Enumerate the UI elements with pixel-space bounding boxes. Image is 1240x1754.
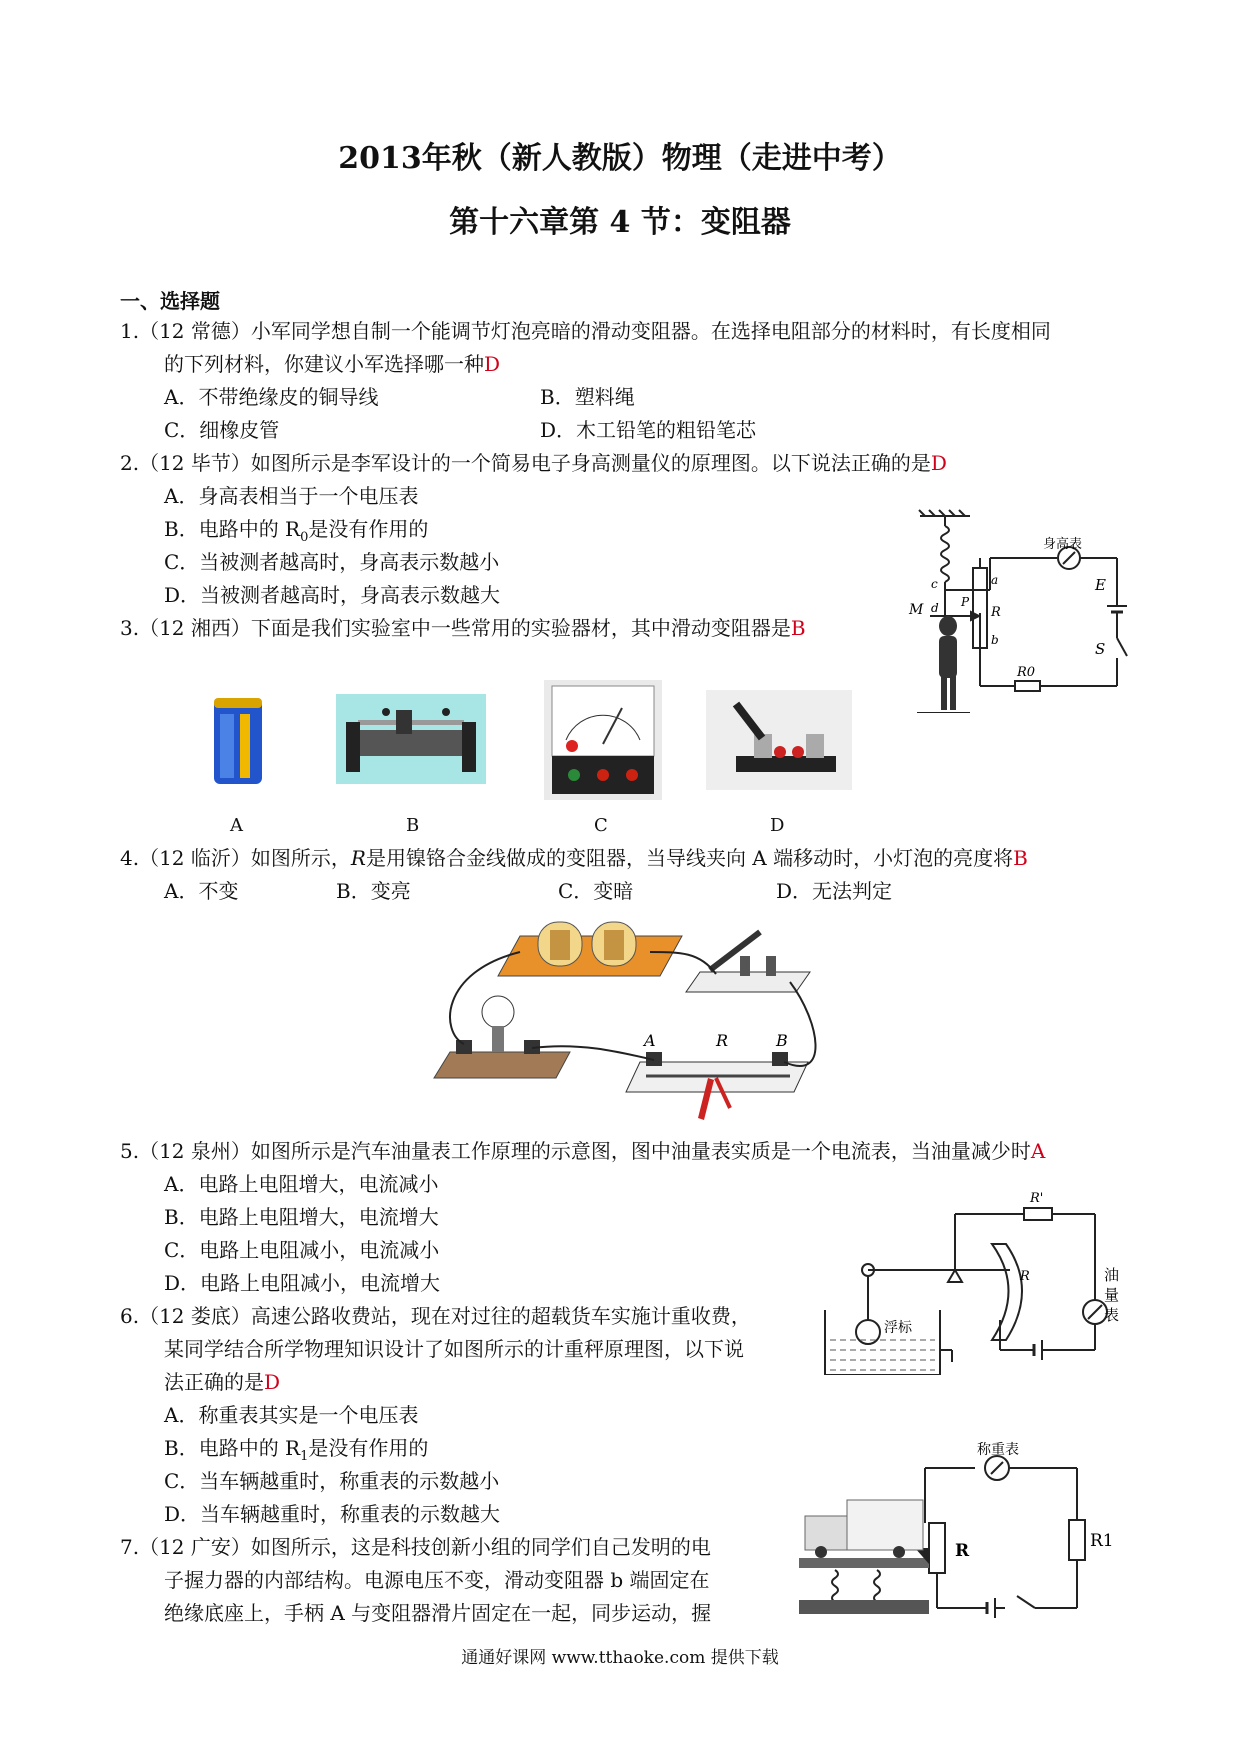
- q3-image-label-a: A: [230, 815, 243, 836]
- q1-answer: D: [484, 352, 501, 376]
- q1-option-d: D．木工铅笔的粗铅笔芯: [540, 418, 757, 442]
- q3-meter-image: [544, 680, 662, 800]
- q6-weighing-scale-diagram: [795, 1428, 1125, 1618]
- q3-image-label-b: B: [406, 815, 420, 836]
- page-footer: 通通好课网 www.tthaoke.com 提供下载: [461, 1648, 779, 1668]
- q3-image-label-c: C: [594, 815, 608, 836]
- q3-answer: B: [790, 616, 806, 640]
- q2-fig-label-a: a: [991, 573, 999, 587]
- q4-stem: 4.（12 临沂）如图所示，R是用镍铬合金线做成的变阻器，当导线夹向 A 端移动时，小灯泡的亮度将B: [120, 846, 1028, 870]
- q3-sliding-rheostat-image: [336, 694, 486, 784]
- q2-fig-label-p: P: [961, 595, 970, 609]
- q4-option-d: D．无法判定: [776, 879, 893, 903]
- q4-circuit-diagram: [420, 912, 820, 1132]
- page-title: 2013年秋（新人教版）物理（走进中考）: [338, 141, 902, 176]
- q6-option-d: D．当车辆越重时，称重表的示数越大: [164, 1502, 501, 1526]
- q4-fig-label-r: R: [716, 1031, 729, 1050]
- q6-stem-line1: 6.（12 娄底）高速公路收费站，现在对过往的超载货车实施计重收费，: [120, 1304, 751, 1328]
- q4-option-b: B．变亮: [336, 879, 411, 903]
- q5-fig-label-oil-3: 表: [1104, 1306, 1120, 1324]
- q6-answer: D: [264, 1370, 281, 1394]
- q4-fig-label-b: B: [776, 1031, 788, 1050]
- q2-fig-label-m: M: [909, 602, 924, 618]
- q5-option-c: C．电路上电阻减小，电流减小: [164, 1238, 440, 1262]
- q5-option-d: D．电路上电阻减小，电流增大: [164, 1271, 441, 1295]
- q7-stem-line1: 7.（12 广安）如图所示，这是科技创新小组的同学们自己发明的电: [120, 1535, 711, 1559]
- q3-image-label-d: D: [770, 815, 785, 836]
- q6-option-a: A．称重表其实是一个电压表: [164, 1403, 419, 1427]
- q2-fig-label-c: c: [931, 577, 938, 591]
- q3-battery-image: [208, 694, 268, 786]
- q5-fig-label-oil-1: 油: [1104, 1266, 1120, 1284]
- q6-fig-label-r: R: [955, 1541, 970, 1561]
- q2-answer: D: [930, 451, 947, 475]
- q4-option-c: C．变暗: [558, 879, 634, 903]
- q1-option-b: B．塑料绳: [540, 385, 635, 409]
- q6-option-b: B．电路中的 $R_1$是没有作用的: [164, 1436, 429, 1464]
- q6-option-c: C．当车辆越重时，称重表的示数越小: [164, 1469, 500, 1493]
- q2-option-d: D．当被测者越高时，身高表示数越大: [164, 583, 501, 607]
- q5-option-a: A．电路上电阻增大，电流减小: [164, 1172, 439, 1196]
- q5-fig-label-r: R: [1020, 1269, 1030, 1284]
- q5-answer: A: [1030, 1139, 1046, 1163]
- q1-stem-line2: 的下列材料，你建议小军选择哪一种D: [164, 352, 501, 376]
- q5-fuel-gauge-diagram: [820, 1190, 1120, 1375]
- q5-option-b: B．电路上电阻增大，电流增大: [164, 1205, 439, 1229]
- q2-option-c: C．当被测者越高时，身高表示数越小: [164, 550, 500, 574]
- q2-stem: 2.（12 毕节）如图所示是李军设计的一个简易电子身高测量仪的原理图。以下说法正确的是D: [120, 451, 947, 475]
- q2-option-b: B．电路中的 $R_0$是没有作用的: [164, 517, 429, 545]
- q5-fig-label-float: 浮标: [884, 1320, 912, 1336]
- q4-option-a: A．不变: [164, 879, 239, 903]
- q2-option-a: A．身高表相当于一个电压表: [164, 484, 419, 508]
- q2-fig-label-meter: 身高表: [1043, 537, 1083, 552]
- q2-fig-label-r0: R0: [1017, 665, 1036, 680]
- q6-stem-line3: 法正确的是D: [164, 1370, 281, 1394]
- q3-knife-switch-image: [706, 690, 852, 790]
- q5-fig-label-oil-2: 量: [1104, 1286, 1120, 1304]
- q2-height-meter-diagram: [905, 508, 1130, 713]
- q1-option-a: A．不带绝缘皮的铜导线: [164, 385, 379, 409]
- q5-fig-label-r-prime: R': [1030, 1191, 1044, 1206]
- q6-fig-label-meter: 称重表: [977, 1442, 1019, 1458]
- q2-fig-label-b: b: [991, 633, 999, 647]
- q1-option-c: C．细橡皮管: [164, 418, 280, 442]
- page-subtitle: 第十六章第 4 节：变阻器: [449, 205, 791, 240]
- q4-fig-label-a: A: [644, 1031, 656, 1050]
- q2-fig-label-d: d: [931, 601, 939, 615]
- q7-stem-line2: 子握力器的内部结构。电源电压不变，滑动变阻器 b 端固定在: [164, 1568, 710, 1592]
- q3-stem: 3.（12 湘西）下面是我们实验室中一些常用的实验器材，其中滑动变阻器是B: [120, 616, 806, 640]
- q2-fig-label-s: S: [1095, 640, 1106, 658]
- q7-stem-line3: 绝缘底座上，手柄 A 与变阻器滑片固定在一起，同步运动，握: [164, 1601, 712, 1625]
- q5-stem: 5.（12 泉州）如图所示是汽车油量表工作原理的示意图，图中油量表实质是一个电流表，当油量减少时A: [120, 1139, 1046, 1163]
- section-heading: 一、选择题: [120, 289, 220, 313]
- q2-fig-label-r: R: [991, 605, 1001, 620]
- q6-fig-label-r1: R1: [1090, 1531, 1114, 1551]
- q6-stem-line2: 某同学结合所学物理知识设计了如图所示的计重秤原理图，以下说: [164, 1337, 744, 1361]
- q2-fig-label-e: E: [1095, 576, 1106, 594]
- q4-answer: B: [1013, 846, 1028, 870]
- q1-stem-line1: 1.（12 常德）小军同学想自制一个能调节灯泡亮暗的滑动变阻器。在选择电阻部分的材料时，有长度相同: [120, 319, 1051, 343]
